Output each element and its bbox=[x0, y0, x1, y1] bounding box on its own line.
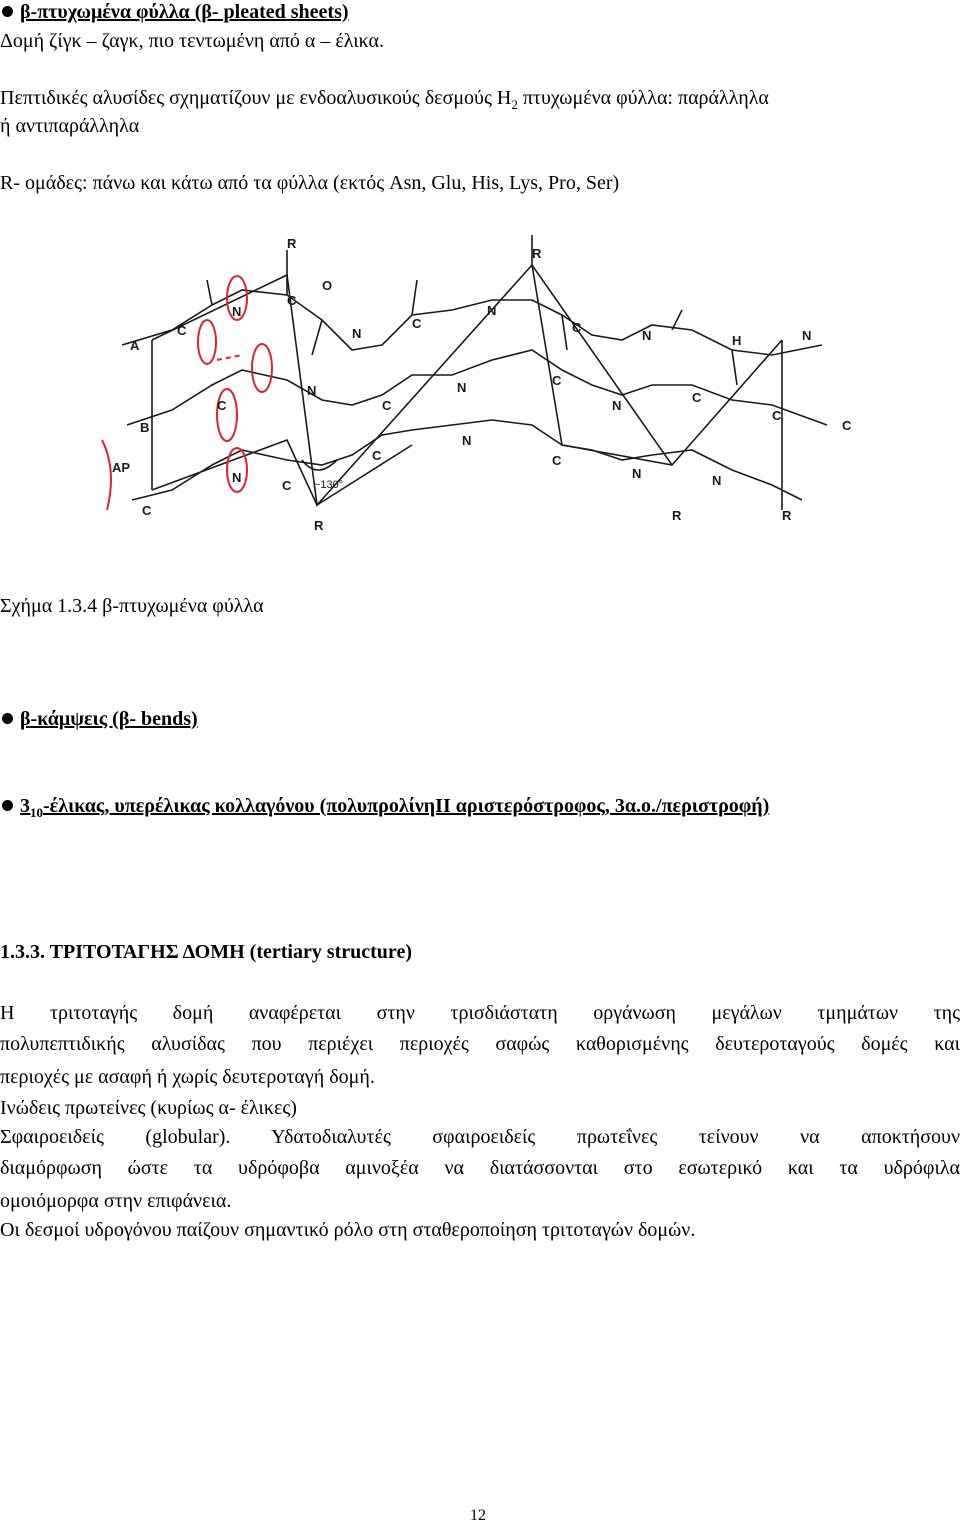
bullet-beta-bends: β-κάμψεις (β- bends) bbox=[20, 708, 198, 730]
chain-label-ap: AP bbox=[112, 460, 131, 475]
atom-r: R bbox=[532, 246, 542, 261]
paragraph-line: διαμόρφωση ώστε τα υδρόφοβα αμινοξέα να διατάσσονται στο εσωτερικό και τα υδρόφιλα bbox=[0, 1157, 960, 1179]
atom-n: N bbox=[232, 470, 242, 485]
paragraph-line: Σφαιροειδείς (globular). Υδατοδιαλυτές σφαιροειδείς πρωτεΐνες τείνουν να αποκτήσουν bbox=[0, 1126, 960, 1148]
atom-r: R bbox=[314, 518, 324, 533]
chain-label-c-left: C bbox=[142, 503, 152, 518]
atom-c: C bbox=[372, 448, 382, 463]
atom-n: N bbox=[712, 473, 722, 488]
atom-n: N bbox=[802, 328, 812, 343]
atom-c: C bbox=[552, 453, 562, 468]
atom-h: H bbox=[732, 333, 742, 348]
side-chains bbox=[207, 235, 737, 385]
text-line-r-groups: R- ομάδες: πάνω και κάτω από τα φύλλα (εκτός Asn, Glu, His, Lys, Pro, Ser) bbox=[0, 172, 620, 194]
hbond-highlight-3 bbox=[252, 344, 272, 392]
backbone-strand-2 bbox=[127, 350, 827, 425]
atom-r: R bbox=[672, 508, 682, 523]
bullet-marker bbox=[2, 6, 13, 17]
atom-n: N bbox=[632, 466, 642, 481]
text-line: Δομή ζίγκ – ζαγκ, πιο τεντωμένη από α – έλικα. bbox=[0, 30, 385, 52]
paragraph-line: Οι δεσμοί υδρογόνου παίζουν σημαντικό ρόλο στη σταθεροποίηση τριτοταγών δομών. bbox=[0, 1219, 696, 1241]
text-line-hydrogen-bonds bbox=[0, 86, 769, 110]
paragraph-line: πολυπεπτιδικής αλυσίδας που περιέχει περιοχές σαφώς καθορισμένης δευτεροταγούς δομές και bbox=[0, 1033, 960, 1055]
atom-o: O bbox=[322, 278, 333, 293]
bullet-310-helix bbox=[20, 794, 769, 818]
text-fragment: πτυχωμένα φύλλα: παράλληλα bbox=[517, 87, 769, 109]
atom-c: C bbox=[552, 373, 562, 388]
chain-label-c-right: C bbox=[842, 418, 852, 433]
atom-n: N bbox=[232, 304, 242, 319]
text-line: ή αντιπαράλληλα bbox=[0, 115, 140, 137]
atom-n: N bbox=[487, 303, 497, 318]
atom-c: C bbox=[772, 408, 782, 423]
bond-angle-label: ~130° bbox=[314, 479, 344, 491]
atom-n: N bbox=[307, 383, 317, 398]
page-number: 12 bbox=[470, 1507, 486, 1524]
subscript: 10 bbox=[30, 805, 43, 820]
chain-label-b: B bbox=[140, 420, 150, 435]
text-fragment: Πεπτιδικές αλυσίδες σχηματίζουν με ενδοαλυσικούς δεσμούς Η bbox=[0, 87, 512, 109]
text-fragment: -έλικας, υπερέλικας κολλαγόνου (πολυπρολίνηII αριστερόστροφος, 3α.ο./περιστροφή) bbox=[43, 795, 770, 817]
subscript: 2 bbox=[511, 97, 518, 112]
atom-n: N bbox=[462, 433, 472, 448]
hbond-dash bbox=[217, 355, 242, 360]
atom-n: N bbox=[457, 380, 467, 395]
atom-r: R bbox=[287, 236, 297, 251]
paragraph-line: ομοιόμορφα στην επιφάνεια. bbox=[0, 1190, 232, 1212]
atom-c: C bbox=[217, 398, 227, 413]
bullet-marker bbox=[2, 713, 13, 724]
atom-c: C bbox=[282, 478, 292, 493]
section-heading-beta-sheets: β-πτυχωμένα φύλλα (β- pleated sheets) bbox=[20, 1, 349, 23]
hbond-highlight-4 bbox=[217, 389, 237, 441]
hbond-highlight-2 bbox=[198, 320, 216, 364]
paragraph-line: Ινώδεις πρωτείνες (κυρίως α- έλικες) bbox=[0, 1097, 297, 1119]
figure-caption: Σχήμα 1.3.4 β-πτυχωμένα φύλλα bbox=[0, 595, 264, 617]
hbond-bracket bbox=[102, 440, 111, 510]
atom-n: N bbox=[642, 328, 652, 343]
atom-c: C bbox=[692, 390, 702, 405]
atom-r: R bbox=[782, 508, 792, 523]
chain-label-a: A bbox=[130, 338, 140, 353]
section-heading-tertiary: 1.3.3. ΤΡΙΤΟΤΑΓΗΣ ΔΟΜΗ (tertiary structure) bbox=[0, 941, 412, 963]
bullet-marker bbox=[2, 800, 13, 811]
atom-n: N bbox=[612, 398, 622, 413]
text-fragment: 3 bbox=[20, 795, 30, 817]
atom-c: C bbox=[177, 323, 187, 338]
atom-c: C bbox=[412, 316, 422, 331]
atom-c: C bbox=[382, 398, 392, 413]
paragraph-line: Η τριτοταγής δομή αναφέρεται στην τρισδιάστατη οργάνωση μεγάλων τμημάτων της bbox=[0, 1002, 960, 1024]
beta-sheet-diagram bbox=[82, 220, 882, 560]
atom-c: C bbox=[572, 320, 582, 335]
paragraph-line: περιοχές με ασαφή ή χωρίς δευτεροταγή δομή. bbox=[0, 1066, 375, 1088]
beta-sheet-figure bbox=[82, 220, 882, 560]
atom-c: C bbox=[287, 293, 297, 308]
atom-n: N bbox=[352, 326, 362, 341]
